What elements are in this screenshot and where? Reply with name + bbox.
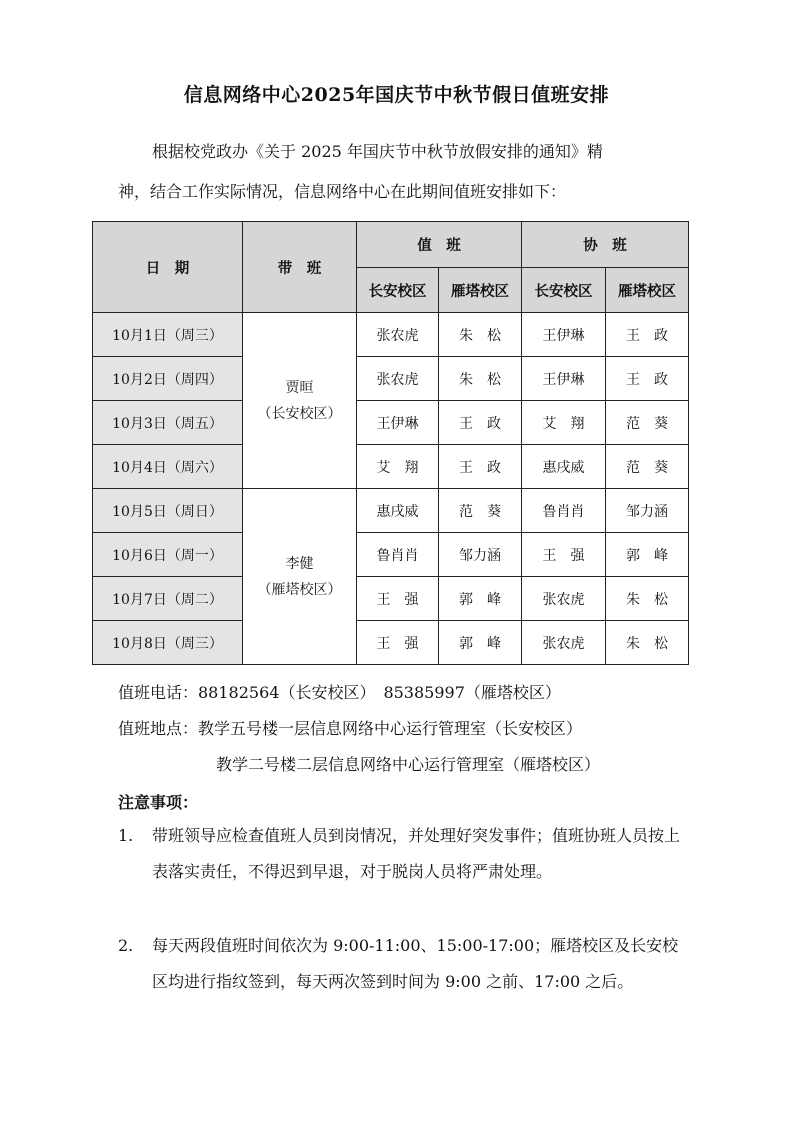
leader-name: 李健 [285, 555, 314, 572]
duty-a-cell: 张农虎 [357, 313, 439, 357]
duty-phone: 值班电话：88182564（长安校区） 85385997（雁塔校区） [118, 683, 561, 702]
date-cell: 10月1日（周三） [93, 313, 243, 357]
duty-location: 值班地点：教学五号楼一层信息网络中心运行管理室（长安校区） [118, 719, 583, 738]
duty-b-cell: 朱 松 [439, 313, 522, 357]
assist-b-cell: 范 葵 [606, 401, 689, 445]
duty-a-cell: 王 强 [357, 621, 439, 665]
header-assist-campus-b: 雁塔校区 [606, 268, 689, 313]
assist-b-cell: 王 政 [606, 313, 689, 357]
assist-a-cell: 张农虎 [522, 577, 606, 621]
leader-campus: （长安校区） [257, 405, 342, 422]
note-text: 每天两段值班时间依次为 9:00-11:00、15:00-17:00；雁塔校区及长安校区均进行指纹签到，每天两次签到时间为 9:00 之前、17:00 之后。 [152, 936, 679, 991]
assist-b-cell: 朱 松 [606, 621, 689, 665]
duty-b-cell: 王 政 [439, 445, 522, 489]
duty-b-cell: 朱 松 [439, 357, 522, 401]
date-cell: 10月3日（周五） [93, 401, 243, 445]
duty-schedule-table [92, 221, 689, 665]
leader-campus: （雁塔校区） [257, 581, 342, 598]
assist-b-cell: 范 葵 [606, 445, 689, 489]
note-item [118, 928, 688, 1000]
intro-line-1: 根据校党政办《关于 2025 年国庆节中秋节放假安排的通知》精 [152, 142, 603, 161]
duty-a-cell: 鲁肖肖 [357, 533, 439, 577]
table-row [93, 533, 689, 577]
leader-cell [243, 313, 357, 489]
note-number: 2. [118, 936, 134, 955]
header-assist-campus-a: 长安校区 [522, 268, 606, 313]
leader-name: 贾晅 [285, 379, 314, 396]
page-title: 信息网络中心2025年国庆节中秋节假日值班安排 [183, 84, 610, 106]
assist-a-cell: 张农虎 [522, 621, 606, 665]
header-leader: 带 班 [243, 222, 357, 313]
header-date: 日 期 [93, 222, 243, 313]
header-duty-campus-a: 长安校区 [357, 268, 439, 313]
assist-b-cell: 朱 松 [606, 577, 689, 621]
duty-b-cell: 郭 峰 [439, 577, 522, 621]
duty-b-cell: 王 政 [439, 401, 522, 445]
date-cell: 10月4日（周六） [93, 445, 243, 489]
intro-line-2: 神，结合工作实际情况，信息网络中心在此期间值班安排如下： [118, 182, 567, 201]
assist-b-cell: 郭 峰 [606, 533, 689, 577]
assist-a-cell: 王伊琳 [522, 313, 606, 357]
date-cell: 10月8日（周三） [93, 621, 243, 665]
assist-a-cell: 鲁肖肖 [522, 489, 606, 533]
header-assist: 协 班 [522, 222, 689, 268]
table-row [93, 489, 689, 533]
duty-b-cell: 郭 峰 [439, 621, 522, 665]
assist-a-cell: 王 强 [522, 533, 606, 577]
date-cell: 10月6日（周一） [93, 533, 243, 577]
table-row [93, 621, 689, 665]
duty-a-cell: 王伊琳 [357, 401, 439, 445]
notes-title: 注意事项： [118, 793, 199, 812]
date-cell: 10月5日（周日） [93, 489, 243, 533]
note-number: 1. [118, 826, 134, 845]
header-duty: 值 班 [357, 222, 522, 268]
note-text: 带班领导应检查值班人员到岗情况，并处理好突发事件；值班协班人员按上表落实责任，不得迟到早退，对于脱岗人员将严肃处理。 [152, 826, 681, 881]
date-cell: 10月2日（周四） [93, 357, 243, 401]
duty-a-cell: 王 强 [357, 577, 439, 621]
duty-b-cell: 邹力涵 [439, 533, 522, 577]
table-row [93, 357, 689, 401]
table-row [93, 445, 689, 489]
intro-paragraph [118, 132, 698, 212]
date-cell: 10月7日（周二） [93, 577, 243, 621]
table-row [93, 313, 689, 357]
duty-location-line-2: 教学二号楼二层信息网络中心运行管理室（雁塔校区） [216, 755, 601, 774]
table-row [93, 401, 689, 445]
header-duty-campus-b: 雁塔校区 [439, 268, 522, 313]
duty-a-cell: 艾 翔 [357, 445, 439, 489]
assist-a-cell: 艾 翔 [522, 401, 606, 445]
leader-cell [243, 489, 357, 665]
assist-b-cell: 王 政 [606, 357, 689, 401]
duty-b-cell: 范 葵 [439, 489, 522, 533]
duty-a-cell: 张农虎 [357, 357, 439, 401]
assist-a-cell: 惠戌威 [522, 445, 606, 489]
table-row [93, 577, 689, 621]
note-item [118, 818, 688, 890]
duty-a-cell: 惠戌威 [357, 489, 439, 533]
assist-a-cell: 王伊琳 [522, 357, 606, 401]
assist-b-cell: 邹力涵 [606, 489, 689, 533]
